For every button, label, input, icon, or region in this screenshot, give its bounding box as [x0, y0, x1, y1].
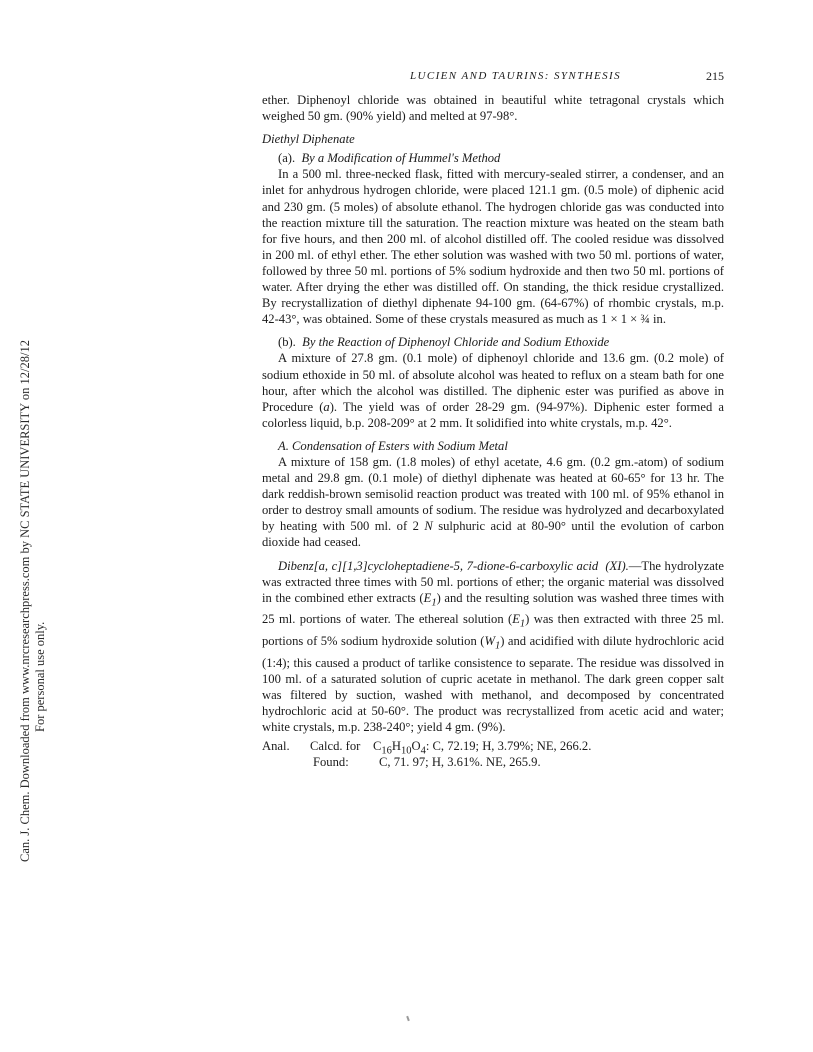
analysis-found-label: Found: [313, 755, 349, 770]
page-number: 215 [706, 69, 724, 83]
section-title-diethyl-diphenate: Diethyl Diphenate [262, 132, 355, 147]
extract-e1-letter-2: E [512, 612, 520, 627]
elemental-analysis [262, 738, 724, 770]
section-a-title: Condensation of Esters with Sodium Metal [292, 438, 508, 453]
analysis-label: Anal. [262, 739, 290, 754]
download-notice: Can. J. Chem. Downloaded from www.nrcresearchpress.com by NC STATE UNIVERSITY on 12/28/12 [18, 340, 32, 862]
procedure-b-ref: a [323, 399, 330, 414]
procedure-b-title: By the Reaction of Diphenoyl Chloride and Sodium Ethoxide [302, 335, 610, 350]
procedure-a-heading [262, 150, 724, 166]
section-a-label: A. [278, 438, 289, 453]
compound-xi-text-1: —The hydrolyzate was extracted three times with 50 ml. portions of ether; the organic material was dissolved in the combined ether extracts ( [262, 558, 724, 605]
procedure-b-text [262, 350, 724, 430]
analysis-calcd-label: Calcd. for [310, 739, 361, 754]
formula-h: H [391, 739, 402, 754]
section-a-normality: N [424, 519, 433, 534]
section-a-heading [262, 438, 724, 454]
download-watermark [18, 262, 54, 862]
section-a-text-2: sulphuric acid at 80-90° until the evolution of carbon dioxide had ceased. [262, 519, 724, 550]
procedure-a-title: By a Modification of Hummel's Method [301, 151, 501, 166]
compound-xi-paragraph [262, 558, 724, 735]
analysis-found-row [262, 754, 724, 770]
formula-c: C [373, 739, 382, 754]
section-a-text [262, 454, 724, 551]
extract-e1-sub-2: 1 [519, 618, 526, 630]
running-title: LUCIEN AND TAURINS: SYNTHESIS [410, 70, 622, 82]
page-body [262, 92, 724, 770]
analysis-found-values: C, 71. 97; H, 3.61%. NE, 265.9. [379, 755, 541, 770]
extract-w1 [484, 633, 501, 652]
procedure-b-text-2: ). The yield was of order 28-29 gm. (94-97%). Diphenic ester formed a colorless liquid, b.p. 208-209° at 2 mm. It solidified into white crystals, m.p. 42°. [262, 399, 724, 430]
compound-xi-title: Dibenz[a, c][1,3]cycloheptadiene-5, 7-dione-6-carboxylic acid [278, 558, 599, 573]
compound-xi-text-3: ) was then extracted with three 25 ml. portions of 5% sodium hydroxide solution ( [262, 612, 724, 648]
section-a-text-1: A mixture of 158 gm. (1.8 moles) of ethyl acetate, 4.6 gm. (0.2 gm.-atom) of sodium metal and 29.8 gm. (0.1 mole) of diethyl diphenate was heated at 60-65° for 13 hr. The dark reddish-brown semisolid reaction product was treated with 100 ml. of 95% ethanol in order to destroy small amounts of sodium. The residue was hydrolyzed and decarboxylated by heating with 500 ml. of 2 [262, 454, 724, 534]
procedure-b-text-1: A mixture of 27.8 gm. (0.1 mole) of diphenoyl chloride and 13.6 gm. (0.2 mole) of sodium ethoxide in 50 ml. of absolute alcohol was heated to reflux on a steam bath for one hour, after which the alcohol was distilled. The diphenic ester was purified as above in Procedure ( [262, 351, 724, 414]
compound-xi-text-4: ) and acidified with dilute hydrochloric acid (1:4); this caused a product of tarlike consistence to separate. The residue was dissolved in 100 ml. of a saturated solution of cupric acetate in methanol. The dark green copper salt was filtered by suction, washed with methanol, and decomposed by concentrated hydrochloric acid at 50-60°. The product was recrystallized from acetic acid and water; white crystals, m.p. 238-240°; yield 4 gm. (9%). [262, 633, 724, 734]
extract-e1-sub: 1 [431, 597, 437, 609]
analysis-calcd-row [262, 738, 724, 757]
compound-xi-number: (XI). [605, 558, 629, 573]
extract-e1-letter: E [423, 590, 432, 605]
formula-o: O [411, 739, 421, 754]
formula-o-sub: 4 [420, 745, 426, 757]
procedure-b-heading [262, 334, 724, 350]
formula-c-sub: 16 [381, 745, 392, 757]
extract-e1-again [512, 612, 526, 630]
extract-e1 [423, 590, 437, 609]
procedure-a-label: (a). [278, 151, 296, 166]
compound-xi-text-2: ) and the resulting solution was washed three times with 25 ml. portions of water. The ethereal solution ( [262, 590, 724, 627]
intro-paragraph: ether. Diphenoyl chloride was obtained in beautiful white tetragonal crystals which weighed 50 gm. (90% yield) and melted at 97-98°. [262, 93, 724, 124]
personal-use-notice: For personal use only. [33, 621, 47, 732]
scan-speck [406, 1016, 410, 1021]
calcd-values: : C, 72.19; H, 3.79%; NE, 266.2. [425, 739, 592, 754]
running-header [262, 68, 724, 84]
extract-w1-letter: W [484, 633, 495, 648]
procedure-a-text: In a 500 ml. three-necked flask, fitted with mercury-sealed stirrer, a condenser, and an inlet for anhydrous hydrogen chloride, were placed 121.1 gm. (0.5 mole) of diphenic acid and 230 gm. (5 moles) of absolute ethanol. The hydrogen chloride gas was conducted into the reaction mixture till the saturation. The reaction mixture was heated on the steam bath for five hours, and then 200 ml. of alcohol distilled off. The cooled residue was dissolved in 200 ml. of ethyl ether. The ether solution was washed with two 50 ml. portions of water, followed by three 50 ml. portions of 5% sodium hydroxide and then two 50 ml. portions of water. After drying the ether was distilled off. On standing, the thick residue crystallized. By recrystallization of diethyl diphenate 94-100 gm. (64-67%) of rhombic crystals, m.p. 42-43°, was obtained. Some of these crystals measured as much as 1 × 1 × ¾ in. [262, 167, 724, 327]
procedure-b-label: (b). [278, 335, 296, 350]
formula-h-sub: 10 [401, 745, 412, 757]
extract-w1-sub: 1 [494, 640, 501, 652]
